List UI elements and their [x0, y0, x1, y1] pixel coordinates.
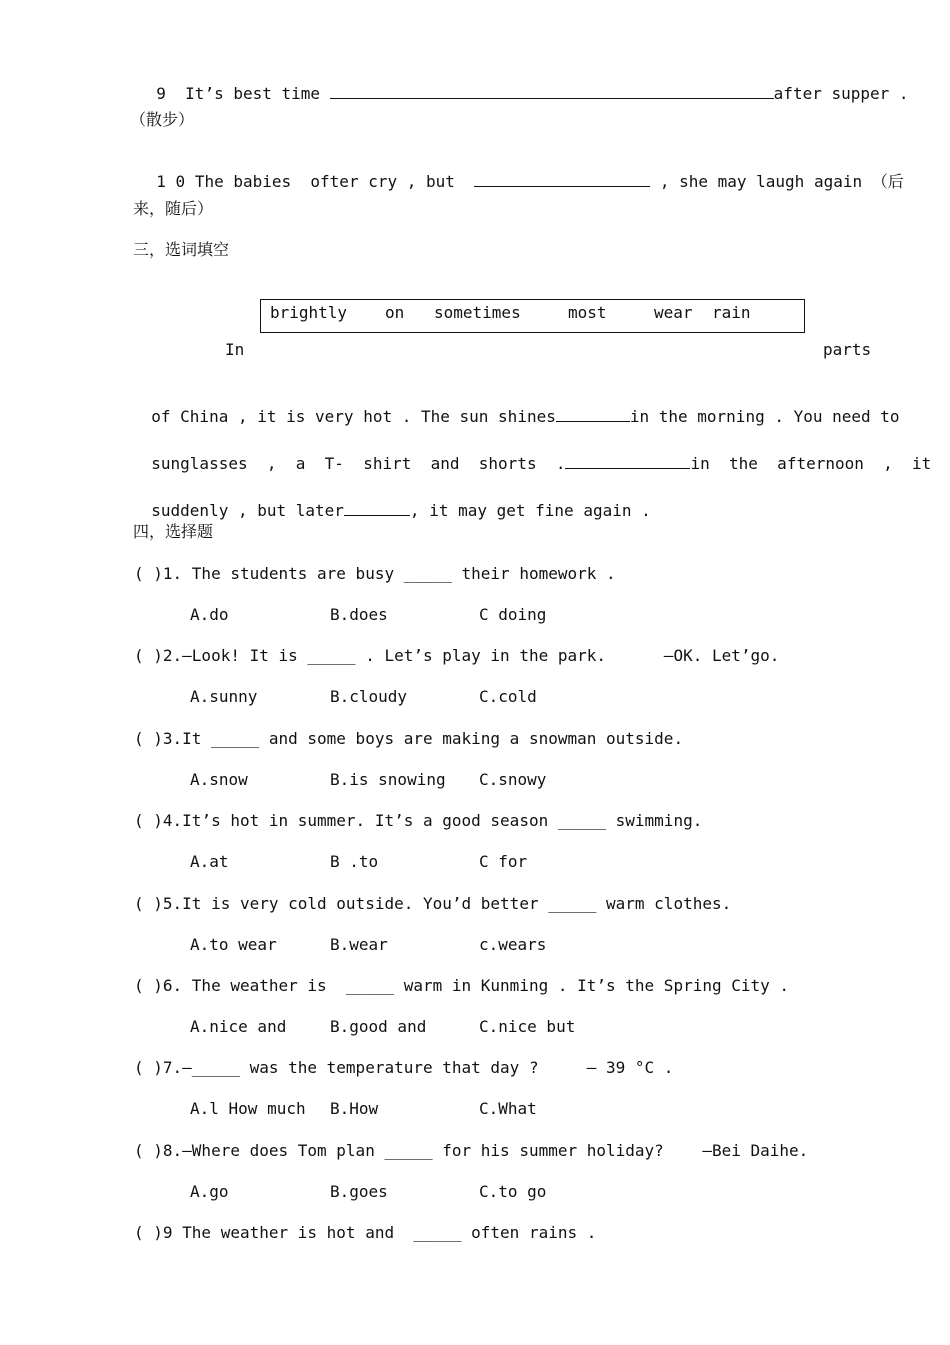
mcq-option[interactable]: A.l How much: [190, 1099, 306, 1118]
mcq-option[interactable]: C.What: [479, 1099, 537, 1118]
mcq-question: ( )6. The weather is _____ warm in Kunming . It’s the Spring City .: [134, 976, 790, 995]
mcq-option[interactable]: A.do: [190, 605, 229, 624]
word-bank-item: on: [385, 303, 405, 322]
mcq-option[interactable]: A.at: [190, 852, 229, 871]
mcq-option[interactable]: c.wears: [479, 935, 547, 954]
question-9: [137, 64, 909, 104]
mcq-option[interactable]: C.nice but: [479, 1017, 576, 1036]
question-number: 9: [156, 84, 166, 103]
mcq-option[interactable]: B.cloudy: [330, 687, 408, 706]
answer-blank[interactable]: [565, 454, 690, 469]
passage-text: of China , it is very hot . The sun shines: [151, 407, 556, 426]
answer-blank[interactable]: [330, 84, 774, 99]
word-bank-item: sometimes: [434, 303, 521, 322]
mcq-option[interactable]: B .to: [330, 852, 379, 871]
mcq-question: ( )4.It’s hot in summer. It’s a good season _____ swimming.: [134, 811, 703, 830]
mcq-option[interactable]: C.to go: [479, 1182, 547, 1201]
passage-text: sunglasses , a T- shirt and shorts .: [151, 454, 566, 473]
mcq-option[interactable]: A.sunny: [190, 687, 258, 706]
section-4-heading: 四，选择题: [133, 522, 214, 541]
word-bank-box: [260, 299, 805, 333]
question-10: [137, 152, 904, 192]
mcq-option[interactable]: B.How: [330, 1099, 379, 1118]
passage-start: In: [225, 340, 245, 359]
answer-blank[interactable]: [474, 172, 650, 187]
question-text-after: , she may laugh again （后: [659, 172, 904, 191]
mcq-question: ( )7.—_____ was the temperature that day ? — 39 °C .: [134, 1058, 674, 1077]
mcq-question: ( )5.It is very cold outside. You’d better _____ warm clothes.: [134, 894, 732, 913]
mcq-option[interactable]: C.snowy: [479, 770, 547, 789]
mcq-option[interactable]: A.to wear: [190, 935, 277, 954]
passage-text: in the morning . You need to: [629, 407, 900, 426]
mcq-option[interactable]: A.go: [190, 1182, 229, 1201]
mcq-question: ( )2.—Look! It is _____ . Let’s play in the park. —OK. Let’go.: [134, 646, 780, 665]
mcq-question: ( )8.—Where does Tom plan _____ for his summer holiday? —Bei Daihe.: [134, 1141, 809, 1160]
passage-line-4: [132, 481, 651, 521]
passage-text: , it may get fine again .: [409, 501, 651, 520]
mcq-option[interactable]: C.cold: [479, 687, 537, 706]
mcq-option[interactable]: C for: [479, 852, 528, 871]
word-bank-item: wear: [654, 303, 693, 322]
mcq-option[interactable]: A.snow: [190, 770, 248, 789]
mcq-option[interactable]: B.goes: [330, 1182, 388, 1201]
word-bank-item: most: [568, 303, 607, 322]
passage-text: suddenly , but later: [151, 501, 344, 520]
question-text-after: after supper .: [773, 84, 909, 103]
mcq-question: ( )9 The weather is hot and _____ often rains .: [134, 1223, 597, 1242]
answer-blank[interactable]: [556, 407, 630, 422]
passage-end-word: parts: [823, 340, 872, 359]
mcq-option[interactable]: A.nice and: [190, 1017, 287, 1036]
mcq-question: ( )3.It _____ and some boys are making a snowman outside.: [134, 729, 684, 748]
word-bank-item: rain: [712, 303, 751, 322]
question-number: 1 0: [156, 172, 186, 191]
question-text: The babies ofter cry , but: [194, 172, 455, 191]
mcq-option[interactable]: B.wear: [330, 935, 388, 954]
mcq-option[interactable]: B.good and: [330, 1017, 427, 1036]
mcq-option[interactable]: B.is snowing: [330, 770, 446, 789]
word-bank-item: brightly: [270, 303, 348, 322]
passage-line-2: [132, 387, 900, 427]
section-3-heading: 三，选词填空: [133, 240, 230, 259]
answer-blank[interactable]: [344, 501, 410, 516]
question-text: It’s best time: [185, 84, 321, 103]
mcq-option[interactable]: B.does: [330, 605, 388, 624]
question-9-hint: （散步）: [130, 110, 195, 129]
passage-text: in the afternoon , it: [690, 454, 932, 473]
mcq-question: ( )1. The students are busy _____ their homework .: [134, 564, 616, 583]
question-10-hint: 来，随后）: [133, 199, 214, 218]
passage-line-3: [132, 434, 931, 474]
mcq-option[interactable]: C doing: [479, 605, 547, 624]
